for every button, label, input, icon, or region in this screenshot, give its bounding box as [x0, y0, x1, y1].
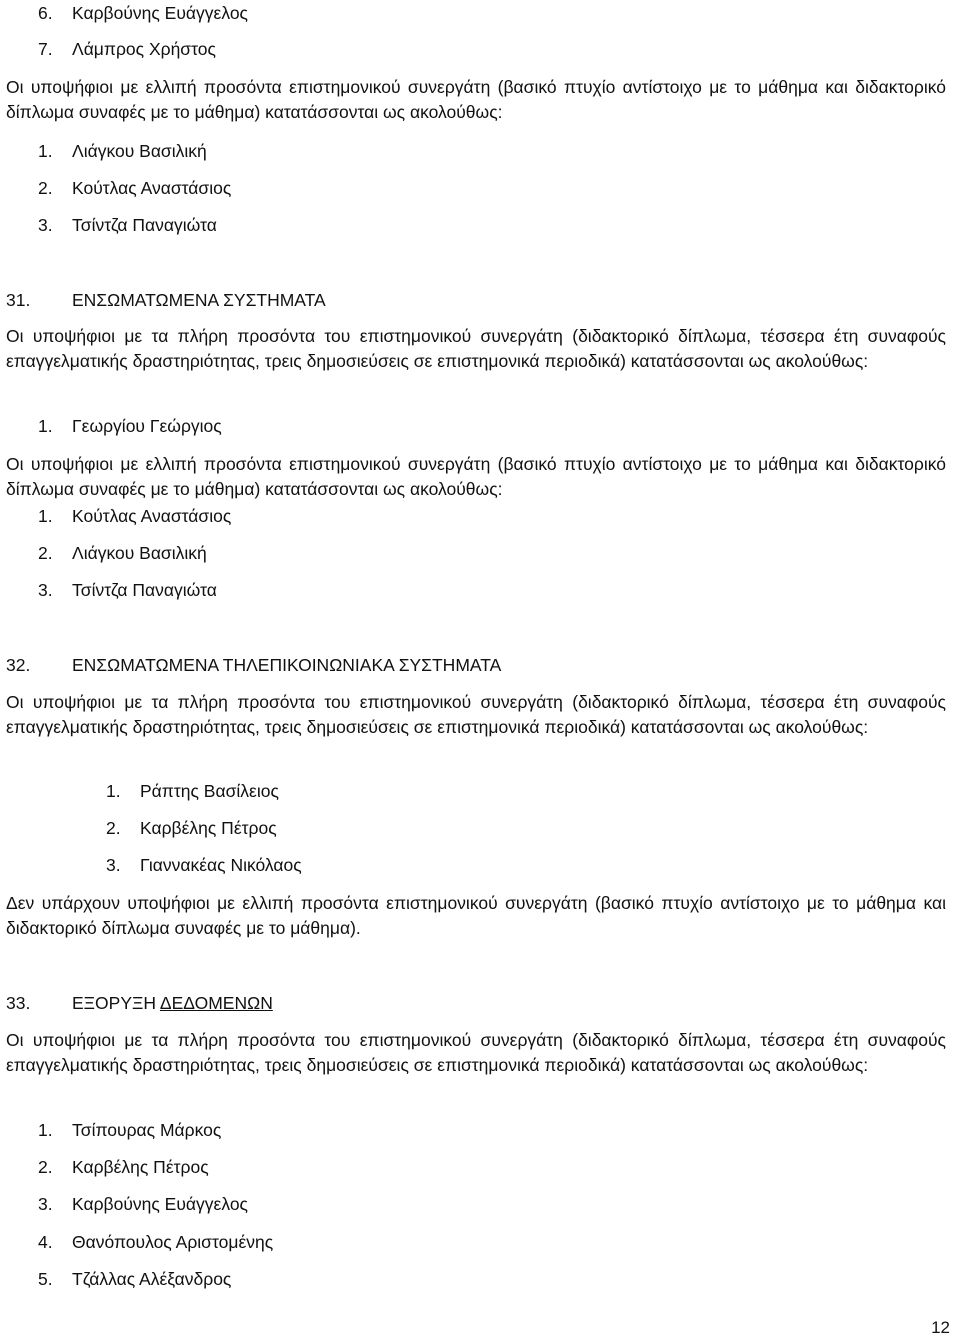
list-item: 1. Τσίπουρας Μάρκος [38, 1120, 222, 1140]
list-item: 1. Κούτλας Αναστάσιος [38, 506, 232, 526]
list-item: 2. Λιάγκου Βασιλική [38, 543, 207, 563]
page-number: 12 [931, 1318, 950, 1337]
section-heading-32: 32. ΕΝΣΩΜΑΤΩΜΕΝΑ ΤΗΛΕΠΙΚΟΙΝΩΝΙΑΚΑ ΣΥΣΤΗΜΑΤΑ [6, 655, 502, 675]
list-item: 5. Τζάλλας Αλέξανδρος [38, 1269, 232, 1289]
section-heading-31: 31. ΕΝΣΩΜΑΤΩΜΕΝΑ ΣΥΣΤΗΜΑΤΑ [6, 290, 326, 310]
full-qualifications-paragraph: Οι υποψήφιοι με τα πλήρη προσόντα του επιστημονικού συνεργάτη (διδακτορικό δίπλωμα, τέσσερα έτη συναφούς επαγγελματικής δραστηριότητας, τρεις δημοσιεύσεις σε επιστημονικά περιοδικά) κατατάσσονται ως ακολούθως: [6, 326, 946, 371]
list-item: 1. Ράπτης Βασίλειος [106, 781, 279, 801]
list-item: 2. Κούτλας Αναστάσιος [38, 178, 232, 198]
list-item: 7. Λάμπρος Χρήστος [38, 39, 216, 59]
list-item: 3. Καρβούνης Ευάγγελος [38, 1194, 248, 1214]
partial-qualifications-paragraph: Οι υποψήφιοι με ελλιπή προσόντα επιστημονικού συνεργάτη (βασικό πτυχίο αντίστοιχο με το μάθημα και διδακτορικό δίπλωμα συναφές με το μάθημα) κατατάσσονται ως ακολούθως: [6, 454, 946, 499]
list-item: 3. Τσίντζα Παναγιώτα [38, 580, 217, 600]
list-item: 3. Τσίντζα Παναγιώτα [38, 215, 217, 235]
list-item: 1. Λιάγκου Βασιλική [38, 141, 207, 161]
section-heading-33: 33. ΕΞΟΡΥΞΗ ΔΕΔΟΜΕΝΩΝ [6, 993, 273, 1013]
no-candidates-paragraph: Δεν υπάρχουν υποψήφιοι με ελλιπή προσόντα επιστημονικού συνεργάτη (βασικό πτυχίο αντίστοιχο με το μάθημα και διδακτορικό δίπλωμα συναφές με το μάθημα). [6, 893, 946, 938]
full-qualifications-paragraph: Οι υποψήφιοι με τα πλήρη προσόντα του επιστημονικού συνεργάτη (διδακτορικό δίπλωμα, τέσσερα έτη συναφούς επαγγελματικής δραστηριότητας, τρεις δημοσιεύσεις σε επιστημονικά περιοδικά) κατατάσσονται ως ακολούθως: [6, 692, 946, 737]
list-item: 1. Γεωργίου Γεώργιος [38, 416, 222, 436]
list-item: 6. Καρβούνης Ευάγγελος [38, 3, 248, 23]
list-item: 4. Θανόπουλος Αριστομένης [38, 1232, 274, 1252]
list-item: 3. Γιαννακέας Νικόλαος [106, 855, 302, 875]
partial-qualifications-paragraph: Οι υποψήφιοι με ελλιπή προσόντα επιστημονικού συνεργάτη (βασικό πτυχίο αντίστοιχο με το μάθημα και διδακτορικό δίπλωμα συναφές με το μάθημα) κατατάσσονται ως ακολούθως: [6, 77, 946, 122]
list-item: 2. Καρβέλης Πέτρος [38, 1157, 209, 1177]
full-qualifications-paragraph: Οι υποψήφιοι με τα πλήρη προσόντα του επιστημονικού συνεργάτη (διδακτορικό δίπλωμα, τέσσερα έτη συναφούς επαγγελματικής δραστηριότητας, τρεις δημοσιεύσεις σε επιστημονικά περιοδικά) κατατάσσονται ως ακολούθως: [6, 1030, 946, 1075]
list-item: 2. Καρβέλης Πέτρος [106, 818, 277, 838]
